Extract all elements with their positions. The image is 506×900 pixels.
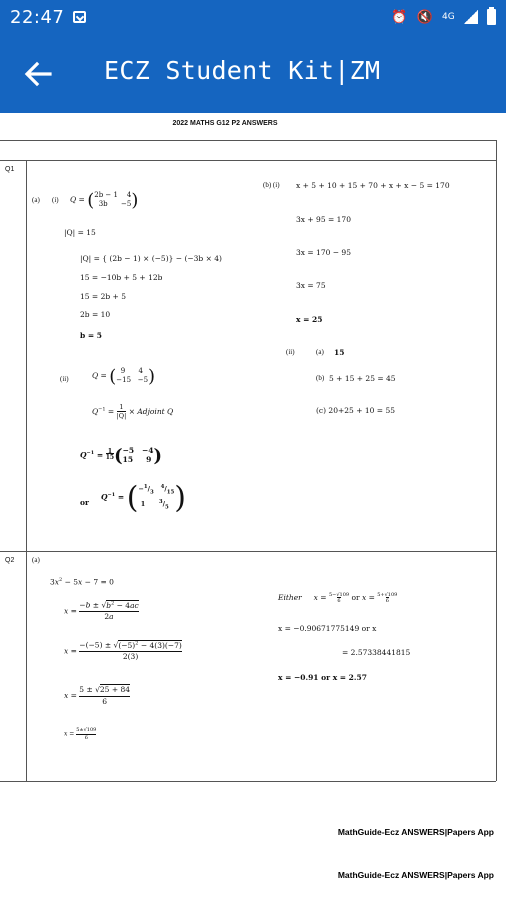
quadratic-equation: $3x^2 - 5x - 7 = 0$ bbox=[50, 577, 114, 587]
answer-line: 5 + 15 + 25 = 45 bbox=[329, 374, 396, 383]
answer-line: (c) 20+25 + 10 = 55 bbox=[316, 406, 395, 415]
decimal-value-line: x = −0.90671775149 or x bbox=[278, 624, 377, 633]
arrow-left-icon bbox=[20, 56, 56, 92]
working-line: 2b = 10 bbox=[80, 310, 111, 319]
footer-watermark: MathGuide-Ecz ANSWERS|Papers App bbox=[337, 827, 494, 837]
answer-line: b = 5 bbox=[80, 331, 102, 340]
substitution-line: $x = \frac{-(-5) \pm √(-5)^2 - 4(3)(-7)}{2(3)}$ bbox=[64, 640, 182, 661]
simplified-line: $x = \frac{5\pm√109}{6}$ bbox=[64, 727, 97, 741]
app-bar bbox=[0, 36, 506, 113]
answer-line: x = 25 bbox=[296, 315, 323, 324]
matrix-q2: Q = ( 9 4 −15 −5) bbox=[92, 365, 156, 387]
working-line: |Q| = { (2b − 1) × (−5)} − (−3b × 4) bbox=[80, 254, 222, 263]
table-bottom-border bbox=[0, 781, 496, 782]
footer-watermark: MathGuide-Ecz ANSWERS|Papers App bbox=[337, 870, 494, 880]
table-top-border bbox=[0, 140, 496, 141]
answer-line: 15 bbox=[334, 348, 345, 357]
working-line: 15 = 2b + 5 bbox=[80, 292, 126, 301]
part-label: (a) bbox=[32, 196, 40, 204]
quadratic-formula: $x = \frac{-b \pm √b^2 - 4ac}{2a}$ bbox=[64, 600, 139, 621]
or-label: or bbox=[80, 498, 89, 507]
notification-icon bbox=[73, 11, 86, 23]
status-time: 22:47 bbox=[10, 7, 65, 28]
final-answer-line: x = −0.91 or x = 2.57 bbox=[278, 673, 367, 682]
signal-icon bbox=[464, 10, 478, 24]
app-title: ECZ Student Kit|ZM bbox=[104, 56, 381, 85]
question-label-q2: Q2 bbox=[5, 557, 15, 564]
part-label: (b) bbox=[316, 374, 325, 382]
part-label: (b) (i) bbox=[263, 181, 280, 189]
inverse-value: $Q^{-1} = 1$ 15(−5 −4 15 9 ) bbox=[80, 445, 162, 467]
question-label-q1: Q1 bbox=[5, 166, 15, 173]
determinant-q: |Q| = 15 bbox=[64, 228, 96, 237]
part-label: (ii) bbox=[286, 348, 295, 356]
table-row-divider bbox=[0, 551, 496, 552]
document-header: 2022 MATHS G12 P2 ANSWERS bbox=[172, 120, 278, 127]
battery-icon bbox=[487, 9, 496, 25]
matrix-q: Q = (2b − 1 4 3b −5) bbox=[70, 189, 139, 211]
part-label: (ii) bbox=[60, 375, 69, 383]
network-4g-icon: 4G bbox=[442, 12, 455, 22]
either-label: Either bbox=[278, 593, 302, 602]
decimal-value-line: = 2.57338441815 bbox=[342, 648, 411, 657]
table-row-divider bbox=[0, 160, 496, 161]
alarm-icon: ⏰ bbox=[391, 9, 408, 25]
inverse-formula: $Q^{-1} = 1$ |Q| × Adjoint Q bbox=[92, 403, 174, 421]
either-line: Either x = 5−√109 6 or x = 5+√109 6 bbox=[278, 592, 398, 604]
simplified-line: $x = \frac{5 \pm √25 + 84}{6}$ bbox=[64, 685, 131, 706]
part-label: (a) bbox=[32, 556, 40, 564]
inverse-alt: $Q^{-1} = (-^1/_3$ $^4/_{15}$ 1 $^3/_5$ ) bbox=[101, 480, 186, 516]
working-line: 3x = 170 − 95 bbox=[296, 248, 351, 257]
mute-icon: 🔇 bbox=[416, 9, 433, 25]
document-page[interactable] bbox=[0, 113, 506, 900]
status-bar bbox=[0, 0, 506, 36]
working-line: 3x + 95 = 170 bbox=[296, 215, 351, 224]
part-label: (a) bbox=[316, 348, 324, 356]
part-label: (i) bbox=[52, 196, 59, 204]
table-right-border bbox=[496, 140, 497, 781]
working-line: 15 = −10b + 5 + 12b bbox=[80, 273, 163, 282]
status-icons bbox=[386, 9, 496, 25]
working-line: x + 5 + 10 + 15 + 70 + x + x − 5 = 170 bbox=[296, 181, 450, 190]
table-column-divider bbox=[26, 160, 27, 781]
working-line: 3x = 75 bbox=[296, 281, 326, 290]
back-button[interactable] bbox=[20, 56, 56, 92]
